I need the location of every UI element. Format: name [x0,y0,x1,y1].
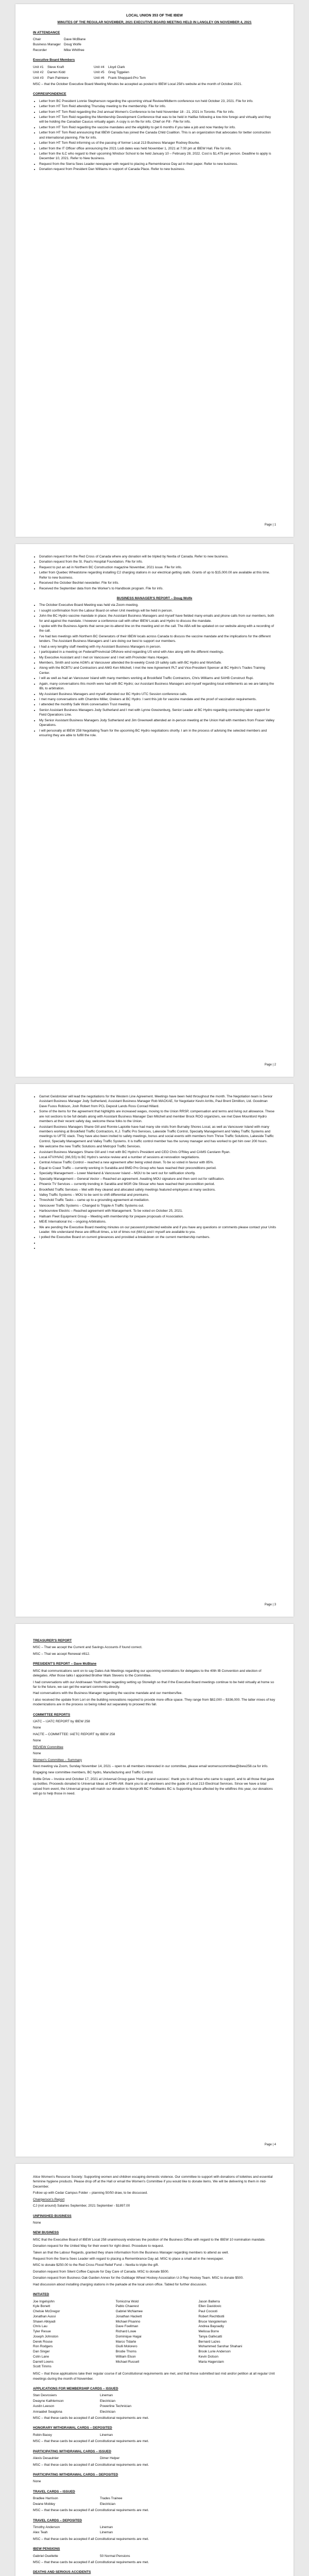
initiated-name: Michael Russell [115,2360,140,2364]
member-role: Powerline Technician [100,2404,131,2409]
motion-text: MSC – that these cards be accepted if all Constitutional requirements are met. [33,2416,149,2420]
motion-text: MSC – that these cards be accepted if all Constitutional requirements are met. [33,2439,149,2444]
list-item: • Some of the items for the agreement that highlights are increased wages, moving to the Union RRSP, compensation and terms and living out allowance. These are not sections to be full details along with Assistant Business Manager Dan Mitchell and member Brock ROO organizers, we met Dave Mountlord Hydro members at their recent safety day, welcome these folks to the Union. [39,1109,276,1124]
initiated-name: Gabriel McNamee [115,2310,143,2314]
correspondence-list [33,99,276,172]
unit-label: Unit #2 [33,71,44,75]
president-heading: PRESIDENT'S REPORT – Dave McBlane [33,1662,97,1666]
member-role: Lineman [100,2433,113,2437]
unit-label: Unit #3 [33,76,44,80]
member-role: Electrician [100,2502,115,2506]
new-business-paragraph: Donation request from Silent Coffee Capsule for Day Care of Canada. MSC to donate $500. [33,2269,169,2274]
motion-text: MSC – that these cards be accepted if all Constitutional requirements are met. [33,2509,149,2513]
list-item: • I polled the Executive Board on current grievances and provided a breakdown on the current membership numbers. [39,1235,276,1240]
none-text: None [33,1752,41,1756]
list-item [33,2456,276,2461]
list-item: • Members, Smith and some AGM's at Vancouver attended the bi-weekly Covid-19 safety calls with BC Hydro and WorkSafe. [39,660,276,665]
president-paragraph: MSC that communications sent on to say Dates Ask Meetings regarding our upcoming nominations for delegates to the 40th IB Convention and election of delegates. After those talks I appointed Brother Mark Stevens to the Committee. [33,1669,262,1678]
member-role: Electrician [100,2410,115,2414]
motion-text: MSC – that these cards be accepted if all Constitutional requirements are met. [33,2561,149,2565]
none-text: None [33,2480,41,2484]
committee-line: IJATC – IJATC REPORT by IBEW 258 [33,1720,90,1724]
initiated-name: Chelsie McGregor [33,2310,60,2314]
participating-deposited-heading: PARTICIPATING WITHDRAWAL CARDS – DEPOSITED [33,2473,118,2477]
member-role: Lineman [100,2394,113,2398]
list-item: • Assistant Business Managers Shane Gill and Ronnie Lapiotte have had many site visits from Burnaby Shores Local, as well as Vancouver Island with many members working at Brookfield Traffic Contractors, K.J. Traffic Pro Services, Lakeside Traffic Control, Specialty Management and Valley Traffic Systems and meetings to UFTE stack. They have also been invited to safety meetings, bonus and social events with members from Thrive Traffic Solutions, Lakeside Traffic Control, Specialty Management and Valley Traffic Systems. It is traffic control member has the survey manager and has worked to get him over 200 hours. [39,1125,276,1144]
initiated-name: Ron Rodgers [33,2345,53,2349]
list-item: • I met many conversations with Chambre Miller, Orekers at BC Hydro. I sent this job for vaccine mandate and the proof of vaccination requirements. [39,697,276,702]
initiated-name: Dominique Hagai [115,2334,142,2338]
document-title: LOCAL UNION 353 OF THE IBEW [126,14,183,18]
list-item [39,1246,276,1250]
member-role: Dimer Helper [100,2456,120,2461]
list-item: • Equal to Coast Traffic – currently working in Surabilia and BMD Pro Group who have reached their preconditions period. [39,1166,276,1171]
initiated-name: Melissa Borre [198,2330,219,2334]
list-item: • Hallsam Fleet Equipment Group – Meeting with membership for prepare proposals of Association. [39,1214,276,1219]
initiated-name: Scott Timms [33,2365,52,2369]
member-role: Lineman [100,2531,113,2535]
initiated-name: Jonathan Hackett [115,2314,142,2318]
new-business-paragraph: Had discussion about installing charging stations in the parkade at the local union office. Tabled for further discussion. [33,2282,207,2286]
initiated-name: Ellen Davidovic [198,2304,221,2309]
list-item: • Harbourview Electric – Reached agreement with Management. To be voted on October 25, 2021. [39,1209,276,1213]
intro-paragraph: MSC – that the October Executive Board Meeting Minutes be accepted as posted to IBEW Local 258's website at the month of October 2021. [33,82,243,86]
applications-heading: APPLICATIONS FOR MEMBERSHIP CARDS – ISSUED [33,2386,118,2391]
list-item: • Donation request from the Red Cross of Canada where any donation will be tripled by Nextla of Canada. Refer to new business. [39,554,276,559]
business-manager-report-list-continued [33,1094,276,1251]
list-item [33,2502,276,2506]
member-name: Annaabel Seaglona [33,2410,62,2414]
motion-text: MSC – that these cards be accepted if all Constitutional requirements are met. [33,2537,149,2541]
initiated-name: Joe Ingelsjohn [33,2299,55,2303]
new-business-heading: NEW BUSINESS [33,2231,59,2235]
travel-deposited-heading: TRAVEL CARDS – DEPOSITED [33,2518,82,2522]
member-name: Pam Palmiere [47,76,68,80]
list-item: • ME/E International Inc – ongoing Arbitrations. [39,1219,276,1224]
initiated-name: Marco Tidarte [115,2340,136,2344]
list-item: • My Senior Assistant Business Managers Jody Sutherland and Jim Greenwell attended an in-person meeting at the Union Hall with members from Fraser Valley Operations. [39,718,276,728]
alice-society-text: Alice Women's Resource Society: Supporting women and children escaping domestic violence. Our committee to support with donations of toiletries and essential feminine hygiene products. Please drop off at the Hall or email the Women's Committee if you would like to donate items. We will be delivering to them in mid-December. [33,2175,273,2189]
page-number: Page | 3 [264,1603,276,1607]
participating-issued-heading: PARTICIPATING WITHDRAWAL CARDS – ISSUED [33,2449,111,2453]
none-text: None [33,2221,41,2225]
president-paragraph: I had conversations with our Andriseaan Youth Hope regarding setting up Stoneligh so that if the Executive Board meetings continue to be held virtually at home so far to the future, we can get the warrant comments directly. [33,1680,274,1689]
list-item: • I sought confirmation from the Labour Board on when Unit meetings will be held in person. [39,608,276,613]
list-item: • Letter from BC President Lonnie Stephenson regarding the upcoming virtual Review/Midterm conference run held October 23, 2021. File for info. [39,99,276,104]
new-business-paragraph: Taken an that the Labour Regards, granted they share information from the Business Manager regarding members to attend as well. [33,2250,229,2255]
initiated-name: Tanya Gallvcatti [198,2334,222,2338]
list-item: • Received the September data from the Worker's to Handbook program. File for info. [39,586,276,591]
list-item: • Letter from Quebec Wheatstone regarding installing C2 charging stations in our electrical getting stalls. Grants of up to $15,000.00 are available at this time. Refer to new business. [39,570,276,580]
list-item: • Along with the BCBTU and Contractors and AMG Ken Mitchell, I met the new Agreement PLT and Vice-President Spencer at BC Hydro's Trades Training Center. [39,666,276,675]
unit-label: Unit #6 [94,76,105,80]
none-text: None [33,1726,41,1730]
business-manager-report-list [33,603,276,738]
attendees-heading: IN ATTENDANCE [33,30,60,35]
list-item: • Specialty Management – Lower Mainland & Vancouver Island – MOU to be sent out for ratification shortly. [39,1171,276,1176]
member-name: Timothy Anderson [33,2525,60,2529]
initiated-name: Maria Hagerslam [198,2360,224,2364]
pensions-heading: IBEW PENSIONS [33,2547,60,2551]
member-name: Bradlee Harrison [33,2497,58,2501]
exec-members-grid [33,65,276,80]
member-name: Alex Teah [33,2531,48,2535]
treasurer-heading: TREASURER'S REPORT [33,1639,72,1642]
member-name: Gabriel Ouellette [33,2554,58,2558]
initiated-name: Bernard Lazes [198,2340,220,2344]
bottle-drive-text: Bottle Drive – Invoice end October 17, 2021 at Universal Group gave 'Hold a grand success'. thank you to all those who came to support, and to all those that gave up bottles. Proceeds donated to Universal Ideas at CHRI-AM. thank you to all volunteers and the guide of Local 213 Electrical Services. Since we have a total raised from event, the Universal group will match our donation to Nonprofit BC Foodbanks BC is Supporting those affected by the wildfires this year, our donations will go to help those in need. [33,1777,274,1796]
initiated-motion: MSC – that those applications take their regular course if all Constitutional requirements are met, and that those submitted last mid and/or petition at all regular Unit meetings during the month of November. [33,2372,275,2381]
engaging-text: Engaging new committee members, BC hydro, Manufacturing and Traffic Control. [33,1771,153,1775]
treasurer-text: MSC – That we accept the Current and Savings Accounts if found correct. [33,1646,143,1650]
list-item: • I participated in a meeting on Federal/Provincial Offshore wind regarding US wind with Alex along with the different meetings. [39,650,276,654]
list-item: • Garnet Geisbricker will lead the negotiations for the Western Line Agreement. Meetings have been held throughout the month. The Negotiation team is Senior Assistant Business Manager Jody Sutherland, Assistant Business Manager Rob MACKAE, for Negotiator Kevin Arritts, Paul Brent Dimillion, Ltd. Goodman Dave Fuoss Robison, Josh Robert from PCL Deposit Lands Ross Conrad Hillard. [39,1094,276,1109]
list-item: • Phoenix TV Services – currently trending in Saratilia and MGR Ole Stissar who have reached their precondition period. [39,1182,276,1187]
staff-role: Business Manager [33,43,61,47]
initiated-name: Paul Cocooti [198,2310,218,2314]
deaths-heading: DEATHS AND SERIOUS ACCIDENTS [33,2570,91,2574]
initiated-name: Jason Ballerra [198,2299,220,2303]
member-name: Dwayne Kathlemson [33,2399,64,2403]
initiated-name: Joseph Johnston [33,2334,59,2338]
initiated-name [198,2364,276,2369]
member-name: Darren Kidd [47,71,65,75]
document-subtitle: MINUTES OF THE REGULAR NOVEMBER, 2021 EXECUTIVE BOARD MEETING HELD IN LANGLEY ON NOVEMBER 4, 2021 [57,21,252,25]
list-item: • Donation request from the St. Paul's Hospital Foundation. File for info. [39,560,276,564]
member-name: Dwane Mobley [33,2502,55,2506]
initiated-name: Kyle Bonett [33,2304,50,2309]
list-item: • We are pending the Executive Board meeting minutes on our password protected website and if you have any questions or comments please contact your Units Leader. We understand these are difficult times, a lot of times not (MA's) and I myself are available to you. [39,1225,276,1235]
member-role: Lineman [100,2525,113,2529]
initiated-name: Robert Rechtbotli [198,2314,225,2318]
new-business-paragraph: Request from the Sierra Sees Leader with regard to placing a Remembrance Day ad. MSC to place a small ad in the newspaper. [33,2257,224,2261]
member-name: Robin Bacey [33,2433,52,2437]
initiated-name: Shawn Alkiyadi [33,2319,56,2324]
travel-issued-heading: TRAVEL CARDS – ISSUED [33,2489,75,2494]
initiated-name: Richard Lowe [115,2330,136,2334]
initiated-name [116,2364,194,2369]
staff-name: Mike Whitfree [64,48,84,52]
list-item [33,2399,276,2403]
president-paragraph: I also received the update from Lori on the building renovations required to provide more office space. They range from $82,000 – $336,000. The latter mixes of key modernizations are in the process so being rolled out separately to proceed this fall. [33,1698,276,1707]
new-business-paragraph: Donation request for the United Way for their event for right direct. Procedure to request. [33,2244,164,2248]
list-item: • I had a very lengthy staff meeting with my Assistant Business Managers in person. [39,645,276,649]
list-item [33,2525,276,2530]
member-name: Steve Kraft [47,65,64,69]
initiated-name: William Elson [115,2354,136,2359]
initiated-name: Colin Lane [33,2354,49,2359]
initiated-name: Brodie Thoms [115,2350,136,2354]
initiated-name: Andrea Bayoadly [198,2325,224,2329]
initiated-name: Dave Foellman [115,2325,139,2329]
committee-line: HACTE – COMMITTEE: IAETC REPORT by IBEW 258 [33,1732,115,1736]
list-item: • Letter from the ILC who regard to their upcoming Windsor School to be held January 10 – February 28, 2022. Cost is $1,475 per person. Deadline to apply is December 10, 2021. Refer to New business. [39,151,276,161]
initiated-name: Tomiozna Wold [115,2299,139,2303]
list-item [33,2433,276,2437]
list-item [33,2404,276,2409]
committee-line: Women's Committee – Summary [33,1758,82,1762]
staff-list [33,37,276,53]
list-item: • I will as well as had an Vancouver Island with many members working at Brookfield Traffic Contractors, Chris Williams and SAHB Construct Rupi. [39,676,276,681]
initiated-name: Darrell Lowns [33,2360,54,2364]
member-name: Frank Sheppard-Pro Tem [108,76,146,80]
list-item: • Vancouver Traffic Systems – Changed to Tripple-A Traffic Systems out. [39,1204,276,1208]
new-business-paragraph: MSC that the Executive Board of IBEW Local 258 unanimously endorses the position of the Business Office with regard to the IBEW 10 nomination mandate. [33,2238,266,2242]
unfinished-business-heading: UNFINISHED BUSINESS [33,2214,72,2218]
document-page-5 [15,2164,294,2576]
women-committee-text: Next meeting via Zoom, Sunday November 14, 2021 – open to all members interested in our committee, please email womenscommittee@ibew258.ca for info. [33,1765,268,1769]
member-role: Electrician [100,2399,115,2403]
unit-label: Unit #5 [94,71,105,75]
member-role: Trades Trainee [100,2497,123,2501]
list-item: • Letter from HT Tom Reid regarding the Membership Development Conference that was to be held in Halifax following a tow-hire forego and virtually and they will be holding the Canadian Caucus virtually again. A copy is on file for info. Chief on Fill - File for info. [39,115,276,125]
list-item: • Specialty Management – General Vector – Reached an agreement. Awaiting MOU signature and then sent out for ratification. [39,1177,276,1181]
initiated-name: Dan Singer [33,2350,50,2354]
list-item: • Letter from HT Tom Reid informing us of the passing of former Local 213 Business Manager Rodney Bourke. [39,141,276,145]
list-item [33,2496,276,2501]
list-item: • Assistant Business Managers Shane Gill and I met with BC Hydro's President and CEO Chris O'Riley and CAMS Carolann Ryan. [39,1150,276,1155]
list-item: • Request from the Sierra Sees Leader newspaper with regard to placing a Remembrance Day ad in their paper. Refer to new business. [39,162,276,166]
correspondence-heading: CORRESPONDENCE [33,92,66,96]
initiated-name: Michael Pisanno [115,2319,141,2324]
unit-label: Unit #1 [33,65,44,69]
list-item: • Letter from HT Tom Reid announcing that IBEW Canada has joined the Canada Child Coalition. This is an organization that advocates for better construction and international planning. File for info. [39,130,276,140]
initiated-name: Bruce Vangoleman [198,2319,227,2324]
staff-name: Dave McBlane [64,37,86,41]
committee-line: REVIEW Committee [33,1745,63,1749]
member-name: Austin Leeson [33,2404,55,2409]
member-name: Greg Tiggelen [108,71,129,75]
list-item: • I will personally at IBEW 258 Negotiating Team for the upcoming BC Hydro negotiations shortly. I am in the process of advising the selected members and ensuring they are able to fulfill the role. [39,728,276,738]
staff-role: Chair [33,37,41,41]
list-item: • Request to put an ad in Northern BC Construction magazine November, 2021 issue. File for info. [39,565,276,570]
president-paragraph: Had conversations with the Business Manager regarding the vaccine mandate and our members/fee. [33,1691,183,1696]
initiated-name: Mohammed Sarohar Shahani [198,2345,243,2349]
new-business-paragraph: Donation request from Business Oak Garden Annex for the Gubbage Wheel Hockey Association U-3 Rep Hockey Team. MSC to donate $500. [33,2276,244,2280]
list-item: • Senior Assistant Business Managers Jody Sutherland and I met with Lynne Gowzenburg, Senior Leader at BC Hydro regarding contracting labor support for Field Operations Line. [39,708,276,718]
committee-heading: COMMITTEE REPORTS [33,1713,71,1717]
exec-heading: Executive Board Members [33,58,75,62]
list-item: • My Assistant Business Managers and myself attended our BC Hydro UTC Session conference calls. [39,692,276,697]
list-item: • Brookfield Traffic Services – Met with they cleared and allocated safety meetings featured employees at many sections. [39,1188,276,1192]
list-item: • Local ATV/HVAC (WLSS) to BC Hydro's service review and a number of sessions at renovation negotiations. [39,1155,276,1160]
staff-role: Recorder [33,48,47,52]
followup-text: Follow up with Cedar Campus Folder – planning 50/50 draw, to be discussed. [33,2191,148,2195]
initiated-name: Chris Lau [33,2325,47,2329]
staff-name: Doug Wolfe [64,43,81,47]
list-item [33,2530,276,2535]
initiated-name: Brook Lurie Anderson [198,2350,231,2354]
chairs-report-label: Chairperson's Report [33,2197,65,2201]
document-page-3 [15,1084,294,1617]
none-text: None [33,1739,41,1743]
initiated-name: Pablo Chaerest [115,2304,139,2309]
member-name: Lloyd Clark [108,65,125,69]
honorary-heading: HONORARY WITHDRAWAL CARDS – DEPOSITED [33,2426,112,2430]
document-page-2 [15,544,294,1077]
motion-text: MSC – that these cards be accepted if all Constitutional requirements are met. [33,2463,149,2467]
list-item: • We welcome the new Traffic Solutions and Metropol Traffic Services. [39,1144,276,1149]
initiated-name: Giulli Molorero [115,2345,138,2349]
list-item: • Received the October Bechtel newsletter. File for info. [39,581,276,585]
list-item: • Letter from HT Tom Reid attending Thursday meeting to the membership. File for info. [39,104,276,109]
list-item: • John the BC Hydro vaccine mandate in place; the Assistant Business Managers and myself have fielded many emails and phone calls from our members, both for and against the mandate. I however a conference call with other IBEW Locals and Hydro to discuss the mandate. [39,614,276,623]
list-item: • I attended the monthly Safe Work conversation Trust meeting. [39,702,276,707]
list-item [33,2410,276,2414]
page-number: Page | 2 [264,1063,276,1067]
list-item: • Threshold Traffic Tasks – came up to a grounding agreement at mediation. [39,1198,276,1202]
list-item: • Letter from HT Tom Reid regarding the 2nd annual Women's Conference to be held November 18 - 21, 2021 in Toronto. File for info. [39,110,276,114]
initiated-names-grid [33,2299,276,2370]
initiated-name: Jonathan Aussi [33,2314,56,2318]
member-name: Stan Desrosiers [33,2394,57,2398]
initiated-name: Tyler Resue [33,2330,51,2334]
treasurer-text: MSC – That we accept Renewal #812. [33,1652,90,1656]
list-item: • Donation request from President Dan Williams in support of Canada Place. Refer to new business. [39,167,276,172]
list-item: • Central Arlasse Traffic Control – reached a new agreement after being voted down. To be so voted in favour with 85%. [39,1160,276,1165]
list-item [33,2554,276,2558]
correspondence-list-continued [33,554,276,591]
initiated-name: Kevin Dotson [198,2354,218,2359]
list-item: • Valley Traffic Systems – MOU to be sent to shift differential and premiums. [39,1193,276,1197]
initiated-heading: INITIATED [33,2293,49,2297]
document-page-4 [15,1624,294,2157]
list-item: • Again, many conversations this month were had with BC Hydro; our Assistant Business Managers and myself regarding local entitlements as we are taking the IBL to arbitration. [39,682,276,691]
document-page-1 [15,4,294,537]
list-item: • The October Executive Board Meeting was held via Zoom meeting. [39,603,276,607]
new-business-paragraph: MSC to donate $250.00 to the Red Cross Flood Relief Fund – Nextla to triple the gift. [33,2263,159,2267]
list-item: • Letter from HT Tom Reid regarding the vaccine mandates and the eligibility to get 6 months if you take a job and now Hardey for info. [39,125,276,130]
list-item: • I spoke with the Business Agents that serve per-to-attend line on the meeting and on the call. The ABA will be updated on our website along with a recording of the call. [39,624,276,634]
business-manager-report-heading: BUSINESS MANAGER'S REPORT – Doug Wolfe [116,596,193,600]
list-item: • I've had two meetings with Northern BC Generators of their IBEW locals across Canada to discuss the vaccine mandate and the implications for the different lenders. The Assistant Business Managers and I are doing our best to support our members. [39,634,276,644]
page-number: Page | 1 [264,523,276,527]
member-name: Alexis Desaulnier [33,2456,59,2461]
list-item: • Letter from the IT Officer office announcing the 2021 Lodi dates was held November 1, 2021 at 7:00 pm at IBEW Hall. File for info. [39,146,276,151]
unit-label: Unit #4 [94,65,105,69]
page-number: Page | 4 [264,2143,276,2147]
list-item: • My Executive Assistant and I met on Vancouver and I met with Provinder Hans Hoegen. [39,655,276,660]
list-item [33,2393,276,2398]
member-role: 50 Normal Pensions [100,2554,130,2558]
initiated-name: Derek Rouse [33,2340,53,2344]
list-item [39,1241,276,1245]
salaries-text: CJ (not around) Salaries September, 2021 September - $1897.00 [33,2204,130,2208]
